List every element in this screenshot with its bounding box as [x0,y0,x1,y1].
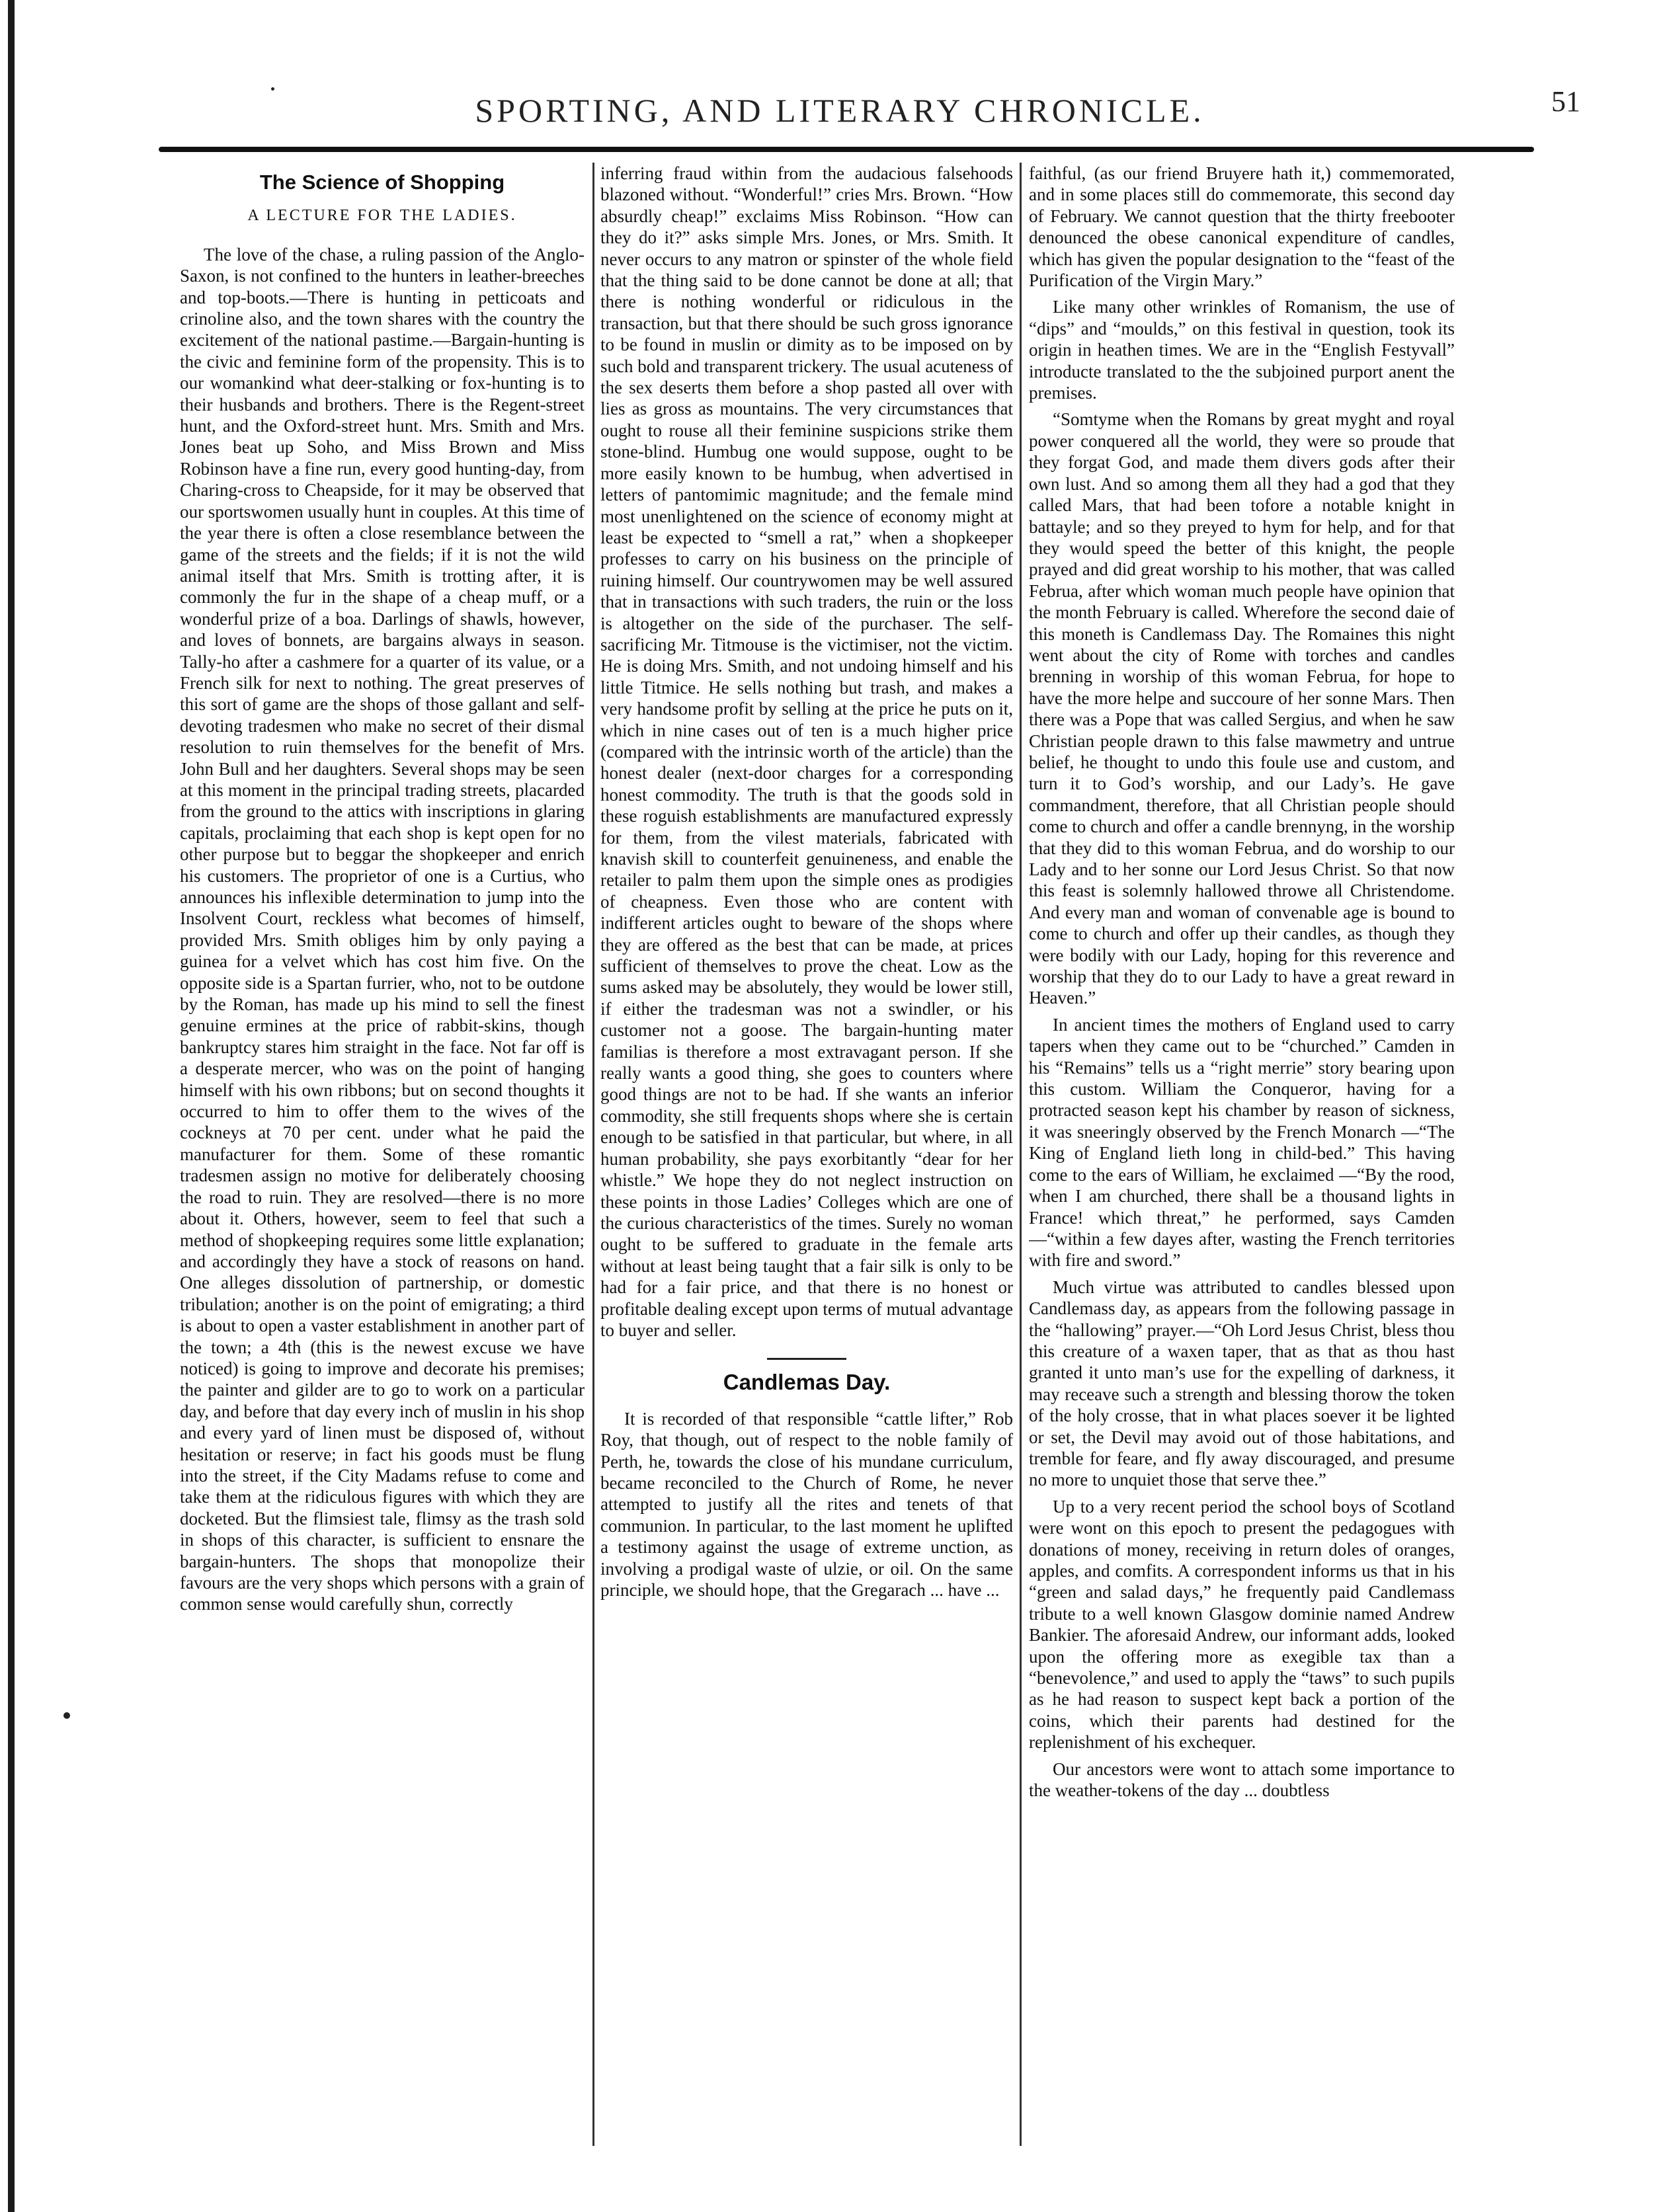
article-paragraph: faithful, (as our friend Bruyere hath it,) commemorated, and in some places still do commemorate, this second day of February. We cannot question that the thirty freebooter denounced the obese canonical expenditure of candles, which has given the popular designation to the “feast of the Purification of the Virgin Mary.” [1029,163,1455,291]
article-paragraph: Our ancestors were wont to attach some importance to the weather-tokens of the day ... doubtless [1029,1758,1455,1801]
article-paragraph: It is recorded of that responsible “cattle lifter,” Rob Roy, that though, out of respect to the noble family of Perth, he, towards the close of his mundane curriculum, became reconciled to the Church of Rome, he never attempted to justify all the rites and tenets of that communion. In particular, to the last moment he uplifted a testimony against the usage of extreme unction, as involving a prodigal waste of ulzie, or oil. On the same principle, we should hope, that the Gregarach ... have ... [600,1408,1013,1600]
article-title: Candlemas Day. [723,1370,891,1395]
column-2 [600,163,1013,2159]
article-paragraph: The love of the chase, a ruling passion of the Anglo-Saxon, is not confined to the hunters in leather-breeches and top-boots.—There is hunting in petticoats and crinoline also, and the town shares with the country the excitement of the national pastime.—Bargain-hunting is the civic and feminine form of the propensity. This is to our womankind what deer-stalking or fox-hunting is to their husbands and brothers. There is the Regent-street hunt, and the Oxford-street hunt. Mrs. Smith and Mrs. Jones beat up Soho, and Miss Brown and Miss Robinson have a fine run, every good hunting-day, from Charing-cross to Cheapside, for it may be observed that our sportswomen usually hunt in couples. At this time of the year there is often a close resemblance between the game of the streets and the fields; if it is not the wild animal itself that Mrs. Smith is trotting after, it is commonly the fur in the shape of a cheap muff, or a wonderful prize of a boa. Darlings of shawls, however, and loves of bonnets, are bargains always in season. Tally-ho after a cashmere for a quarter of its value, or a French silk for next to nothing. The great preserves of this sort of game are the shops of those gallant and self-devoting tradesmen who make no secret of their dismal resolution to ruin themselves for the benefit of Mrs. John Bull and her daughters. Several shops may be seen at this moment in the principal trading streets, placarded from the ground to the attics with inscriptions in glaring capitals, proclaiming that each shop is kept open for no other purpose but to beggar the shopkeeper and enrich his customers. The proprietor of one is a Curtius, who announces his inflexible determination to jump into the Insolvent Court, reckless what becomes of himself, provided Mrs. Smith obliges him by only paying a guinea for a velvet which has cost him five. On the opposite side is a Spartan furrier, who, not to be outdone by the Roman, has made up his mind to sell the finest genuine ermines at the price of rabbit-skins, though bankruptcy stares him straight in the face. Not far off is a desperate mercer, who was on the point of hanging himself with his own ribbons; but on second thoughts it occurred to him to offer them to the wives of the cockneys at 70 per cent. under what he paid the manufacturer for them. Some of these romantic tradesmen assign no motive for deliberately choosing the road to ruin. They are resolved—there is no more about it. Others, however, seem to feel that such a method of shopkeeping requires some little explanation; and accordingly they have a stock of reasons on hand. One alleges dissolution of partnership, or domestic tribulation; another is on the point of emigrating; a third is about to open a vaster establishment in another part of the town; a 4th (this is the newest excuse we have noticed) is going to improve and decorate his premises; the painter and gilder are to go to work on a particular day, and before that day every inch of muslin in his shop and every yard of linen must be disposed of, without hesitation or reserve; in fact his goods must be flung into the street, if the City Madams refuse to come and take them at the ridiculous figures with which they are docketed. But the flimsiest tale, flimsy as the trash sold in shops of this character, is sufficient to ensnare the bargain-hunters. The shops that monopolize their favours are the very shops which persons with a grain of common sense would carefully shun, correctly [180,244,585,1614]
column-divider [592,163,594,2146]
page-number: 51 [1551,85,1580,118]
header-rule [159,147,1534,152]
column-1 [180,163,585,2159]
article-paragraph: Like many other wrinkles of Romanism, the use of “dips” and “moulds,” on this festival in question, took its origin in heathen times. We are in the “English Festyvall” introducte translated to the the subjoined purport anent the premises. [1029,297,1455,403]
binding-edge [8,0,15,2212]
article-paragraph: inferring fraud within from the audacious falsehoods blazoned without. “Wonderful!” cries Mrs. Brown. “How absurdly cheap!” exclaims Miss Robinson. “How can they do it?” asks simple Mrs. Jones, or Mrs. Smith. It never occurs to any matron or spinster of the whole field that the thing said to be done cannot be done at all; that there is nothing wonderful or ridiculous in the transaction, but that there should be such gross ignorance to be found in muslin or dimity as to be imposed on by such bold and transparent trickery. The usual acuteness of the sex deserts them before a shop pasted all over with lies as gross as mountains. The very circumstances that ought to rouse all their feminine suspicions strike them stone-blind. Humbug one would suppose, ought to be more easily known to be humbug, when advertised in letters of pantomimic magnitude; and the female mind most unenlightened on the science of economy might at least be expected to “smell a rat,” when a shopkeeper professes to carry on his business on the principle of ruining himself. Our countrywomen may be well assured that in transactions with such traders, the ruin or the loss is altogether on the side of the purchaser. The self-sacrificing Mr. Titmouse is the victimiser, not the victim. He is doing Mrs. Smith, and not undoing himself and his little Titmice. He sells nothing but trash, and makes a very handsome profit by selling at the price he puts on it, which in nine cases out of ten is a much higher price (compared with the intrinsic worth of the article) than the honest dealer (next-door charges for a corresponding honest commodity. The truth is that the goods sold in these roguish establishments are manufactured expressly for them, from the vilest materials, fabricated with knavish skill to counterfeit genuineness, and enable the retailer to palm them upon the simple ones as prodigies of cheapness. Even those who are content with indifferent articles ought to beware of the shops where they are offered as the best that can be made, at prices sufficient of themselves to prove the cheat. Low as the sums asked may be absolutely, they would be lower still, if either the tradesman was not a swindler, or his customer not a goose. The bargain-hunting mater familias is therefore a most extravagant person. If she really wants a good thing, she goes to counters where good things are not to be had. If she wants an inferior commodity, she still frequents shops where she is certain enough to be satisfied in that particular, but where, in all human probability, she pays exorbitantly “dear for her whistle.” We hope they do not neglect instruction on these points in those Ladies’ Colleges which are one of the curious characteristics of the times. Surely no woman ought to be suffered to graduate in the female arts without at least being taught that a fair silk is only to be had for a fair price, and that there is no honest or profitable dealing except upon terms of mutual advantage to buyer and seller. [600,163,1013,1340]
column-divider [1020,163,1022,2146]
article-paragraph: “Somtyme when the Romans by great myght and royal power conquered all the world, they were so proude that they forgat God, and made them divers gods after their own lust. And so among them all they had a god that they called Mars, that had been tofore a notable knight in battayle; and so they preyed to hym for help, and for that they would speed the better of this knight, the people prayed and did great worship to his mother, that was called Februa, after which woman much people have opinion that the month February is called. Wherefore the second daie of this moneth is Candlemass Day. The Romaines this night went about the city of Rome with torches and candles brenning in worship of this woman Februa, for hope to have the more helpe and succoure of her sonne Mars. Then there was a Pope that was called Sergius, and when he saw Christian people drawn to this false mawmetry and untrue belief, he thought to undo this foule use and custom, and turn it to God’s worship, and our Lady’s. He gave commandment, therefore, that all Christian people should come to church and offer a candle brennyng, in the worship that they did to this woman Februa, and do worship to our Lady and to her sonne our Lord Jesus Christ. So that now this feast is solemnly hallowed throwe all Christendome. And every man and woman of convenable age is bound to come to church and offer up their candles, as though they were bodily with our Lady, hoping for this reverence and worship that they do to our Lady to have a great reward in Heaven.” [1029,409,1455,1008]
article-subtitle: A LECTURE FOR THE LADIES. [247,207,517,225]
running-title: SPORTING, AND LITERARY CHRONICLE. [475,92,1205,129]
article-paragraph: Much virtue was attributed to candles blessed upon Candlemass day, as appears from the following passage in the “hallowing” prayer.—“Oh Lord Jesus Christ, bless thou this creature of a waxen taper, that as that as thou hast granted it unto man’s use for the expelling of darkness, it may receave such a strength and blessing thorow the token of the holy crosse, that in what places soever it be lighted or set, the Devil may avoid out of those habitations, and tremble for feare, and fly away discouraged, and presume no more to unquiet those that serve thee.” [1029,1277,1455,1490]
column-3 [1029,163,1455,2159]
article-paragraph: In ancient times the mothers of England used to carry tapers when they came out to be “churched.” Camden in his “Remains” tells us a “right merrie” story bearing upon this custom. William the Conqueror, having for a protracted season kept his chamber by reason of sickness, it was sneeringly observed by the French Monarch —“The King of England lieth long in child-bed.” This having come to the ears of William, he exclaimed —“By the rood, when I am churched, there shall be a thousand lights in France! which threat,” he performed, says Camden—“within a few dayes after, wasting the French territories with fire and sword.” [1029,1014,1455,1271]
section-rule [767,1358,846,1360]
page-header [159,79,1580,139]
article-title: The Science of Shopping [259,171,505,194]
article-paragraph: Up to a very recent period the school boys of Scotland were wont on this epoch to present the pedagogues with donations of money, receiving in return doles of oranges, apples, and comfits. A correspondent informs us that in his “green and salad days,” he frequently paid Candlemass tribute to a well known Glasgow dominie named Andrew Bankier. The aforesaid Andrew, our informant adds, looked upon the offering more as exegible tax than a “benevolence,” and used to apply the “taws” to such pupils as he had reason to suspect kept back a portion of the coins, which their parents had destined for the replenishment of his exchequer. [1029,1496,1455,1753]
scan-speck [63,1712,70,1719]
